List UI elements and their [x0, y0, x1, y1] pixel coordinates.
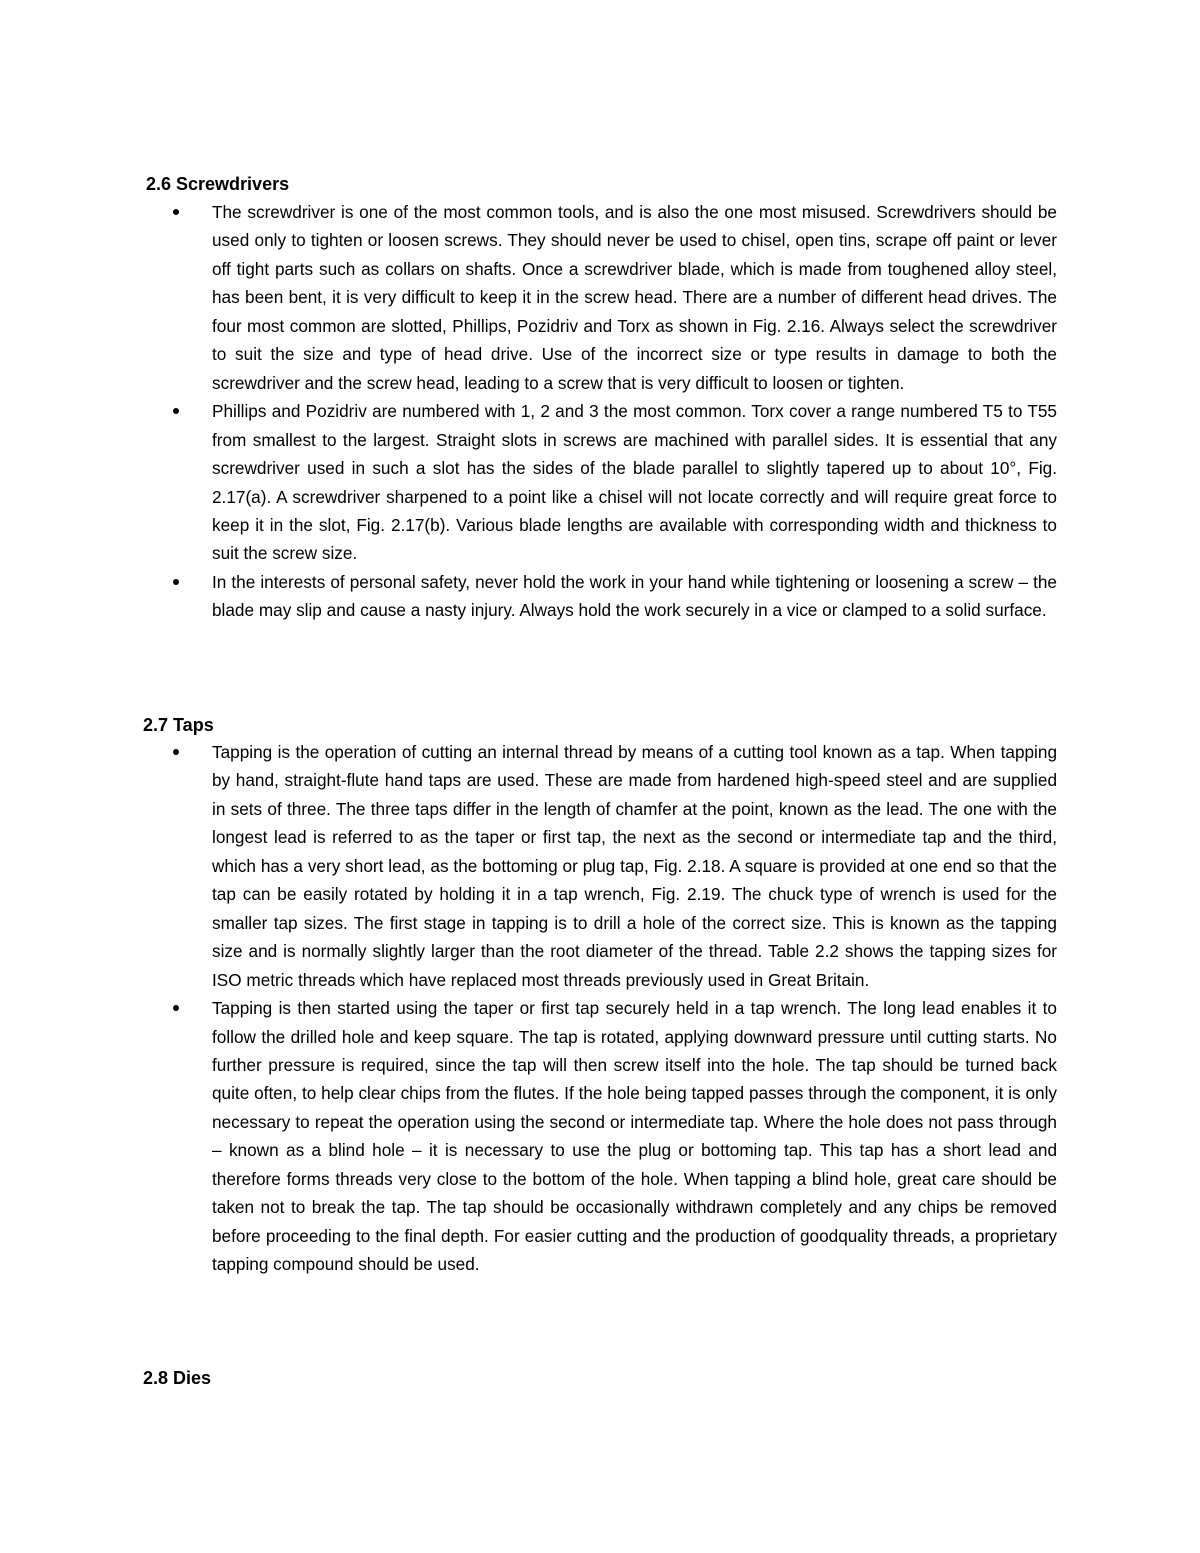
- bullet-list-screwdrivers: [212, 198, 1057, 625]
- paragraph-text: Phillips and Pozidriv are numbered with 1, 2 and 3 the most common. Torx cover a range numbered T5 to T55 from smallest to the largest. Straight slots in screws are machined with parallel sides. It is essential that any screwdriver used in such a slot has the sides of the blade parallel to slightly tapered up to about 10°, Fig. 2.17(a). A screwdriver sharpened to a point like a chisel will not locate correctly and will require great force to keep it in the slot, Fig. 2.17(b). Various blade lengths are available with corresponding width and thickness to suit the screw size.: [212, 401, 1057, 564]
- paragraph-text: Tapping is the operation of cutting an internal thread by means of a cutting tool known as a tap. When tapping by hand, straight-flute hand taps are used. These are made from hardened high-speed steel and are supplied in sets of three. The three taps differ in the length of chamfer at the point, known as the lead. The one with the longest lead is referred to as the taper or first tap, the next as the second or intermediate tap and the third, which has a very short lead, as the bottoming or plug tap, Fig. 2.18. A square is provided at one end so that the tap can be easily rotated by holding it in a tap wrench, Fig. 2.19. The chuck type of wrench is used for the smaller tap sizes. The first stage in tapping is to drill a hole of the correct size. This is known as the tapping size and is normally slightly larger than the root diameter of the thread. Table 2.2 shows the tapping sizes for ISO metric threads which have replaced most threads previously used in Great Britain.: [212, 742, 1057, 990]
- bullet-list-taps: [212, 738, 1057, 1279]
- list-item: [212, 568, 1057, 625]
- paragraph-text: The screwdriver is one of the most common tools, and is also the one most misused. Screwdrivers should be used only to tighten or loosen screws. They should never be used to chisel, open tins, scrape off paint or lever off tight parts such as collars on shafts. Once a screwdriver blade, which is made from toughened alloy steel, has been bent, it is very difficult to keep it in the screw head. There are a number of different head drives. The four most common are slotted, Phillips, Pozidriv and Torx as shown in Fig. 2.16. Always select the screwdriver to suit the size and type of head drive. Use of the incorrect size or type results in damage to both the screwdriver and the screw head, leading to a screw that is very difficult to loosen or tighten.: [212, 202, 1057, 393]
- paragraph-text: In the interests of personal safety, never hold the work in your hand while tightening or loosening a screw – the blade may slip and cause a nasty injury. Always hold the work securely in a vice or clamped to a solid surface.: [212, 571, 1057, 621]
- list-item: [212, 994, 1057, 1279]
- bullet-icon: [173, 579, 179, 585]
- bullet-icon: [173, 209, 179, 215]
- section-heading-dies: 2.8 Dies: [143, 1368, 212, 1388]
- list-item: [212, 738, 1057, 994]
- section-heading-screwdrivers: 2.6 Screwdrivers: [146, 174, 290, 194]
- bullet-icon: [173, 1005, 179, 1011]
- list-item: [212, 198, 1057, 397]
- paragraph-text: Tapping is then started using the taper or first tap securely held in a tap wrench. The long lead enables it to follow the drilled hole and keep square. The tap is rotated, applying downward pressure until cutting starts. No further pressure is required, since the tap will then screw itself into the hole. The tap should be turned back quite often, to help clear chips from the flutes. If the hole being tapped passes through the component, it is only necessary to repeat the operation using the second or intermediate tap. Where the hole does not pass through – known as a blind hole – it is necessary to use the plug or bottoming tap. This tap has a short lead and therefore forms threads very close to the bottom of the hole. When tapping a blind hole, great care should be taken not to break the tap. The tap should be occasionally withdrawn completely and any chips be removed before proceeding to the final depth. For easier cutting and the production of goodquality threads, a proprietary tapping compound should be used.: [212, 998, 1057, 1275]
- section-heading-taps: 2.7 Taps: [143, 715, 214, 735]
- bullet-icon: [173, 749, 179, 755]
- bullet-icon: [173, 408, 179, 414]
- list-item: [212, 397, 1057, 568]
